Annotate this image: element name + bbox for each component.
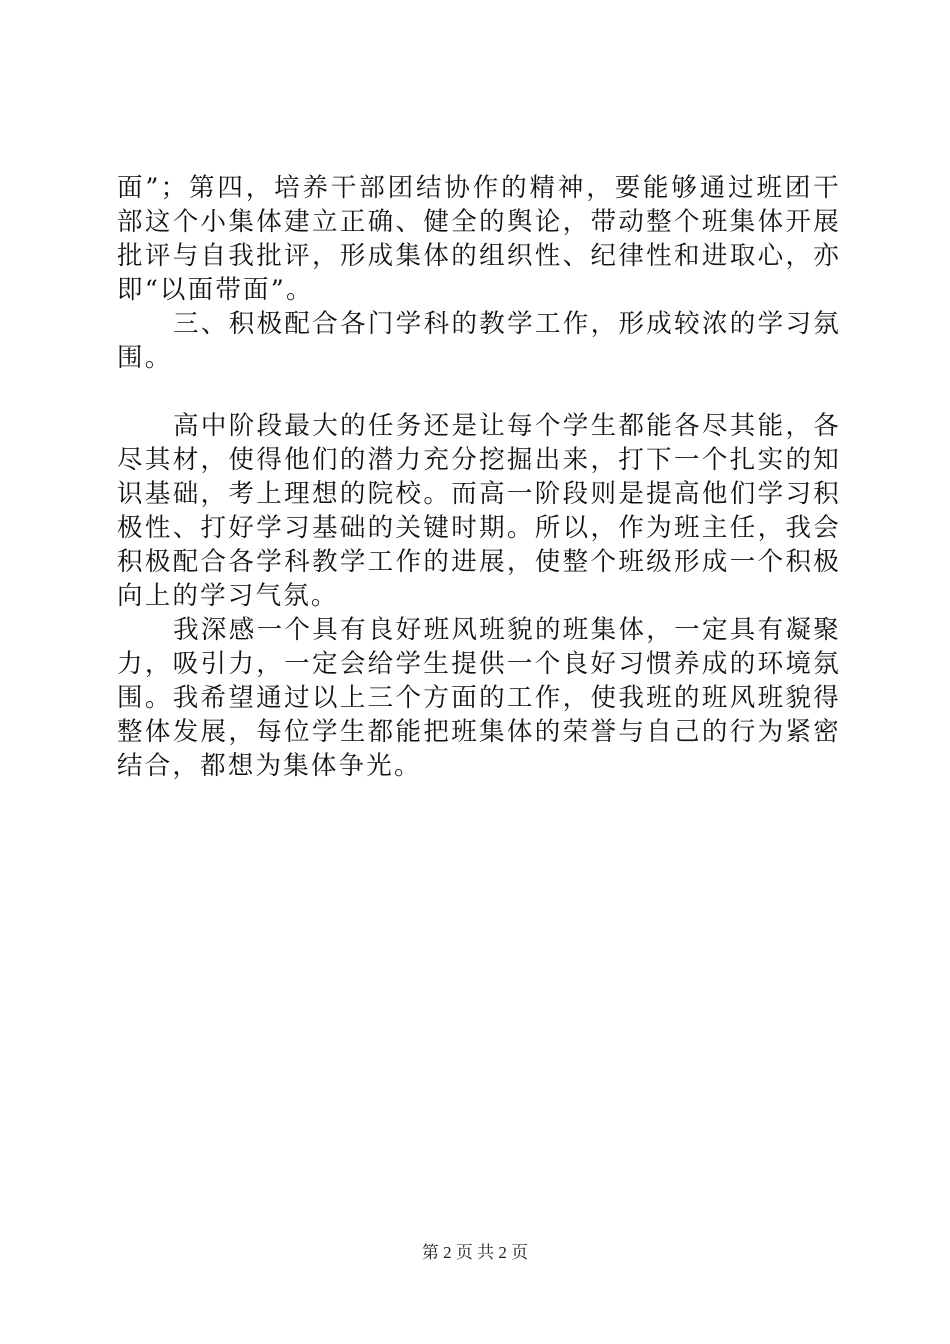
page-footer: 第 2 页 共 2 页	[421, 1243, 529, 1262]
section-heading: 三、积极配合各门学科的教学工作，形成较浓的学习氛围。	[117, 309, 841, 373]
paragraph-conclusion: 我深感一个具有良好班风班貌的班集体，一定具有凝聚力，吸引力，一定会给学生提供一个良好习惯养成的环境氛围。我希望通过以上三个方面的工作，使我班的班风班貌得整体发展，每位学生都能把班集体的荣誉与自己的行为紧密结合，都想为集体争光。	[117, 615, 841, 781]
paragraph-continuation: 面”；第四，培养干部团结协作的精神，要能够通过班团干部这个小集体建立正确、健全的舆论，带动整个班集体开展批评与自我批评，形成集体的组织性、纪律性和进取心，亦即“以面带面”。	[117, 173, 841, 305]
paragraph-body: 高中阶段最大的任务还是让每个学生都能各尽其能，各尽其材，使得他们的潜力充分挖掘出来，打下一个扎实的知识基础，考上理想的院校。而高一阶段则是提高他们学习积极性、打好学习基础的关键时期。所以，作为班主任，我会积极配合各学科教学工作的进展，使整个班级形成一个积极向上的学习气氛。	[117, 411, 841, 611]
document-body	[117, 171, 841, 783]
